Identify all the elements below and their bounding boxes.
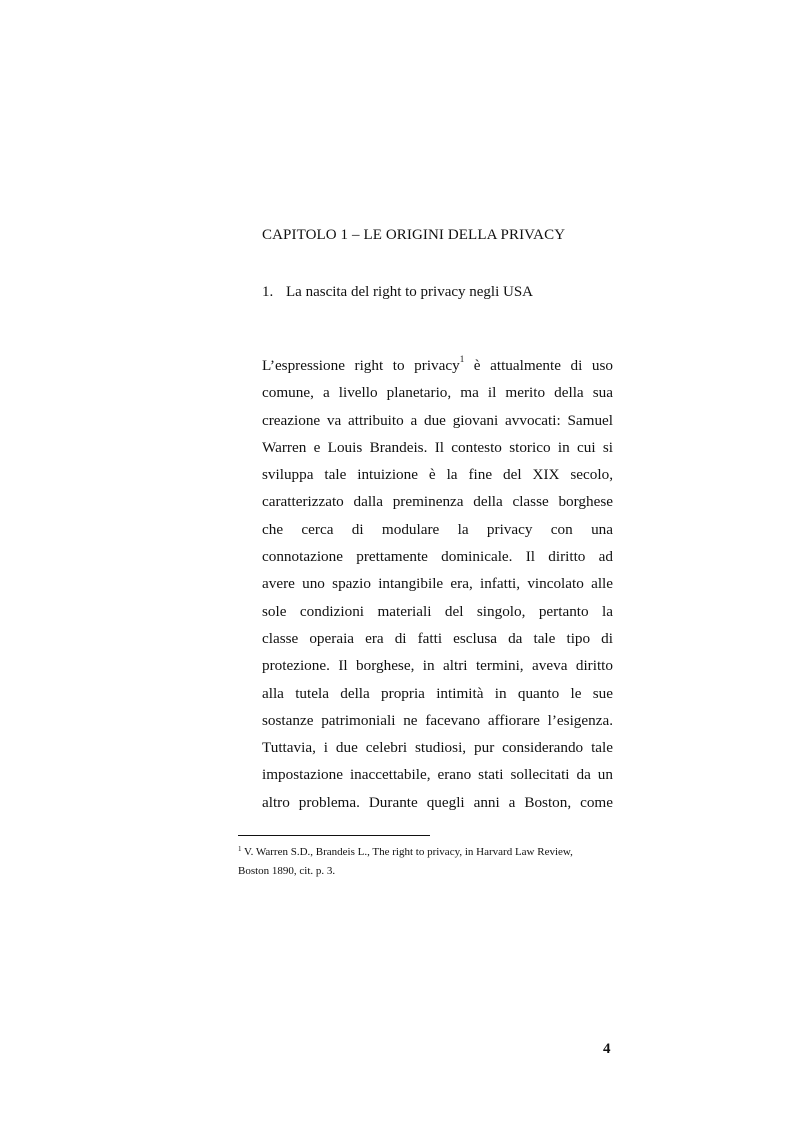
page-number: 4 [603,1041,611,1057]
paragraph-line: Tuttavia, i due celebri studiosi, pur considerando tale [262,739,613,757]
paragraph-line: connotazione prettamente dominicale. Il diritto ad [262,548,613,566]
paragraph-line: sole condizioni materiali del singolo, pertanto la [262,602,613,620]
footnote [238,843,613,881]
paragraph-line: alla tutela della propria intimità in quanto le sue [262,684,613,702]
section-number: 1. [262,284,274,300]
paragraph-line: creazione va attribuito a due giovani avvocati: Samuel [262,411,613,429]
paragraph-line: caratterizzato dalla preminenza della classe borghese [262,493,613,511]
body-paragraph [262,352,613,816]
paragraph-line: avere uno spazio intangibile era, infatti, vincolato alle [262,575,613,593]
section-title: La nascita del right to privacy negli USA [286,284,534,300]
footnote-divider [238,835,430,836]
paragraph-line: che cerca di modulare la privacy con una [262,520,613,538]
paragraph-line: sostanze patrimoniali ne facevano affiorare l’esigenza. [262,711,613,729]
footnote-line-1 [238,843,613,862]
first-line-continuation: è attualmente di uso [464,357,613,374]
paragraph-line: impostazione inaccettabile, erano stati sollecitati da un [262,766,613,784]
first-line-text: L’espressione right to privacy [262,357,460,374]
section-heading [262,284,533,301]
paragraph-line: sviluppa tale intuizione è la fine del XIX secolo, [262,466,613,484]
footnote-text: V. Warren S.D., Brandeis L., The right to privacy, in Harvard Law Review, [241,846,573,858]
footnote-marker: 1 [238,845,242,853]
footnote-reference[interactable]: 1 [459,354,465,364]
paragraph-line: altro problema. Durante quegli anni a Boston, come [262,793,613,811]
paragraph-line: Warren e Louis Brandeis. Il contesto storico in cui si [262,438,613,456]
paragraph-line: protezione. Il borghese, in altri termini, aveva diritto [262,657,613,675]
paragraph-line: classe operaia era di fatti esclusa da tale tipo di [262,629,613,647]
footnote-line-2: Boston 1890, cit. p. 3. [238,865,336,877]
paragraph-line-1 [262,352,613,379]
chapter-title: CAPITOLO 1 – LE ORIGINI DELLA PRIVACY [262,227,566,243]
paragraph-line: comune, a livello planetario, ma il merito della sua [262,384,613,402]
